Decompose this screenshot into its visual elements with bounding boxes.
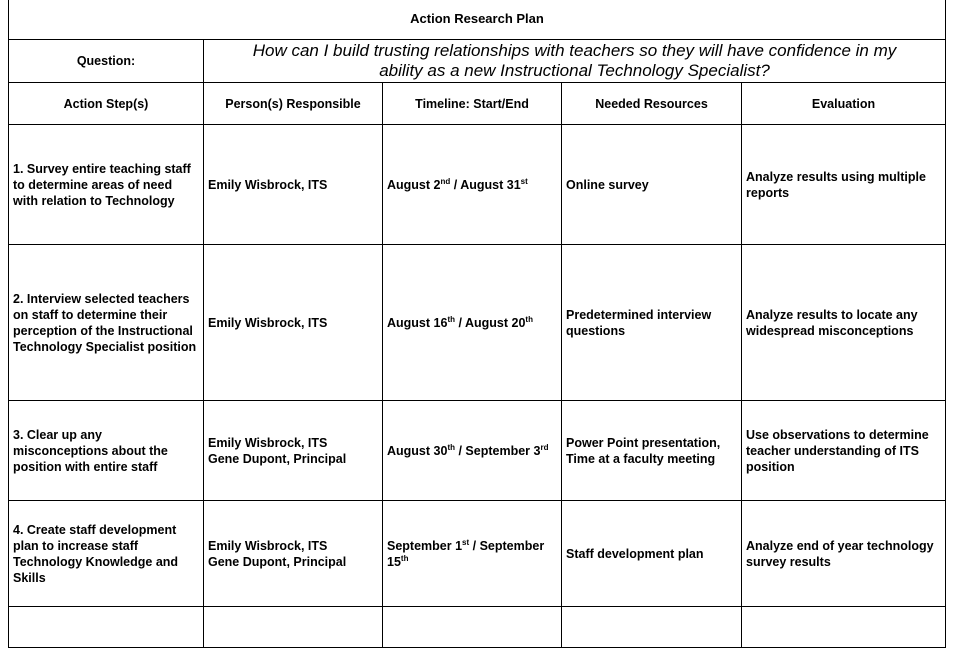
timeline-cell [383,501,562,607]
timeline-start-suffix: th [447,442,455,452]
question-line-2: ability as a new Instructional Technology Specialist? [379,61,770,80]
action-research-plan-table [8,0,946,648]
timeline-end-suffix: th [525,314,533,324]
resources-cell: Power Point presentation, Time at a faculty meeting [562,401,742,501]
timeline-separator: / [450,177,461,192]
header-evaluation: Evaluation [742,83,946,125]
evaluation-cell: Analyze results to locate any widespread misconceptions [742,245,946,401]
timeline-cell [383,245,562,401]
header-row [9,83,946,125]
timeline-separator: / [455,443,466,458]
action-step-cell: 1. Survey entire teaching staff to determine areas of need with relation to Technology [9,125,204,245]
timeline-end-suffix: th [400,553,409,563]
question-label: Question: [9,40,204,83]
person-name: Emily Wisbrock, ITS [208,177,328,192]
timeline-start: September 1 [387,538,463,553]
plan-title: Action Research Plan [9,0,946,40]
table-row-empty [9,607,946,648]
timeline-end: September 3 [465,443,541,458]
table-row [9,501,946,607]
empty-cell [742,607,946,648]
header-timeline: Timeline: Start/End [383,83,562,125]
header-persons-responsible: Person(s) Responsible [204,83,383,125]
timeline-end: September 15 [387,538,545,569]
timeline-end-suffix: rd [540,442,549,452]
evaluation-cell: Analyze end of year technology survey results [742,501,946,607]
timeline-start: August 16 [387,315,448,330]
empty-cell [383,607,562,648]
timeline-separator: / [455,315,465,330]
person-name: Gene Dupont, Principal [208,554,347,569]
person-name: Gene Dupont, Principal [208,451,347,466]
table-row [9,245,946,401]
action-step-cell: 4. Create staff development plan to increase staff Technology Knowledge and Skills [9,501,204,607]
question-text [204,40,946,83]
action-step-cell: 3. Clear up any misconceptions about the position with entire staff [9,401,204,501]
table-row [9,401,946,501]
timeline-end: August 20 [464,315,526,330]
persons-cell [204,245,383,401]
empty-cell [204,607,383,648]
persons-cell [204,501,383,607]
action-step-cell: 2. Interview selected teachers on staff to determine their perception of the Instructional Technology Specialist position [9,245,204,401]
timeline-separator: / [469,538,480,553]
timeline-start-suffix: nd [440,176,451,186]
person-name: Emily Wisbrock, ITS [208,315,328,330]
persons-cell [204,125,383,245]
timeline-cell [383,125,562,245]
empty-cell [9,607,204,648]
resources-cell: Staff development plan [562,501,742,607]
timeline-end: August 31 [460,177,521,192]
resources-cell: Online survey [562,125,742,245]
timeline-cell [383,401,562,501]
timeline-start-suffix: th [447,314,455,324]
timeline-end-suffix: st [520,176,528,186]
person-name: Emily Wisbrock, ITS [208,435,328,450]
action-research-plan-sheet [8,0,945,648]
evaluation-cell: Analyze results using multiple reports [742,125,946,245]
header-needed-resources: Needed Resources [562,83,742,125]
evaluation-cell: Use observations to determine teacher understanding of ITS position [742,401,946,501]
person-name: Emily Wisbrock, ITS [208,538,328,553]
question-line-1: How can I build trusting relationships with teachers so they will have confidence in my [252,41,897,60]
resources-cell: Predetermined interview questions [562,245,742,401]
timeline-start: August 2 [387,177,441,192]
timeline-start-suffix: st [462,537,470,547]
timeline-start: August 30 [387,443,448,458]
table-row [9,125,946,245]
persons-cell [204,401,383,501]
empty-cell [562,607,742,648]
header-action-steps: Action Step(s) [9,83,204,125]
